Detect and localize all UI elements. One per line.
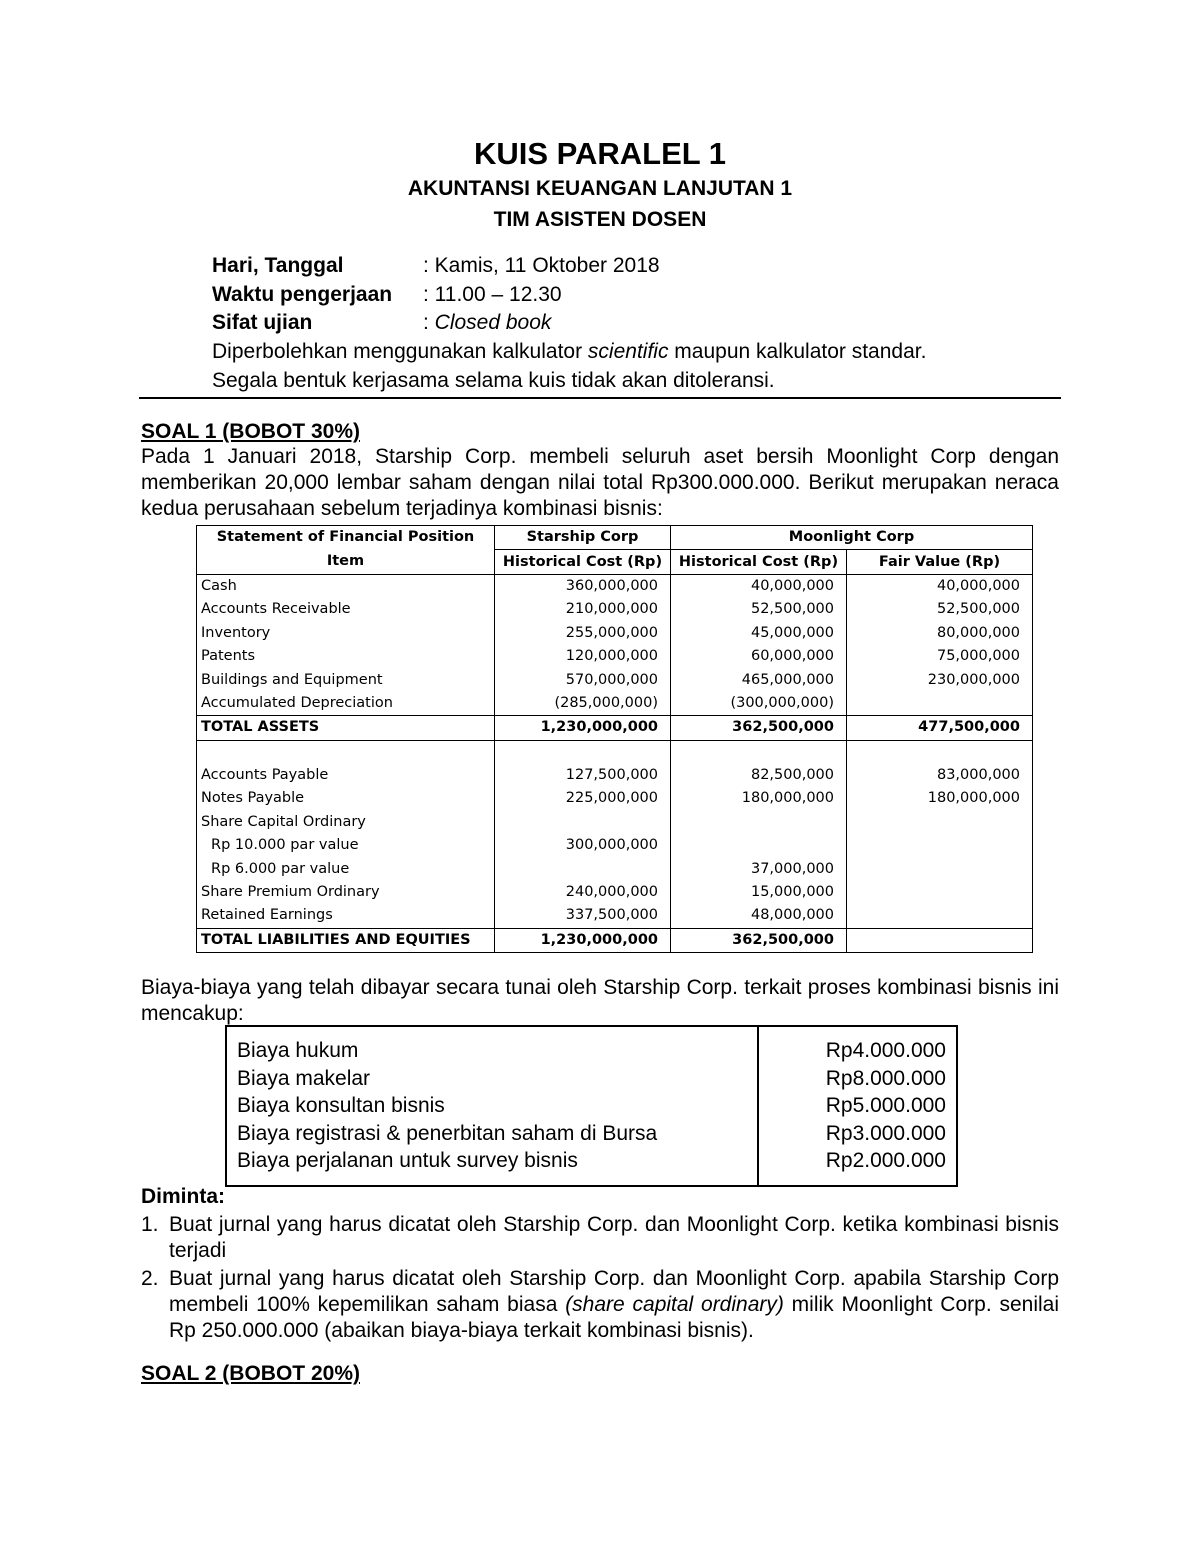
cell-value: 362,500,000 (671, 928, 847, 952)
cell-value (495, 740, 671, 764)
cell-value: 230,000,000 (847, 668, 1033, 691)
table-header-row (197, 526, 1033, 550)
requirements-heading: Diminta: (141, 1185, 225, 1208)
table-row (197, 904, 1033, 928)
cost-amount: Rp2.000.000 (758, 1147, 957, 1186)
cell-value (847, 881, 1033, 904)
row-label (197, 740, 495, 764)
cell-value: 570,000,000 (495, 668, 671, 691)
cell-value: 52,500,000 (671, 598, 847, 621)
table-header-row (197, 550, 1033, 574)
table-row (197, 622, 1033, 645)
cost-amount: Rp5.000.000 (758, 1092, 957, 1120)
cell-value: 225,000,000 (495, 787, 671, 810)
cell-value: 45,000,000 (671, 622, 847, 645)
cell-value: 15,000,000 (671, 881, 847, 904)
table-row (197, 881, 1033, 904)
costs-intro: Biaya-biaya yang telah dibayar secara tunai oleh Starship Corp. terkait proses kombinasi bisnis ini mencakup: (141, 976, 1059, 1025)
divider (139, 397, 1061, 399)
cost-row (226, 1120, 957, 1148)
cell-value: 180,000,000 (671, 787, 847, 810)
table-row (197, 716, 1033, 740)
list-item: 1. Buat jurnal yang harus dicatat oleh Starship Corp. dan Moonlight Corp. ketika kombinasi bisnis terjadi (141, 1213, 1059, 1262)
cell-value (847, 811, 1033, 834)
cell-value (847, 928, 1033, 952)
cost-row (226, 1092, 957, 1120)
header-cell: Statement of Financial Position (197, 526, 495, 550)
row-label: Patents (197, 645, 495, 668)
team-name: TIM ASISTEN DOSEN (493, 208, 707, 231)
table-row (197, 598, 1033, 621)
cell-value: (300,000,000) (671, 692, 847, 716)
row-label: Cash (197, 574, 495, 598)
cell-value: 1,230,000,000 (495, 716, 671, 740)
table-row (197, 574, 1033, 598)
meta-value: : Kamis, 11 Oktober 2018 (423, 254, 660, 277)
cell-value: 40,000,000 (847, 574, 1033, 598)
cell-value: 255,000,000 (495, 622, 671, 645)
cell-value: 48,000,000 (671, 904, 847, 928)
cost-amount: Rp3.000.000 (758, 1120, 957, 1148)
cell-value: 465,000,000 (671, 668, 847, 691)
soal1-intro: Pada 1 Januari 2018, Starship Corp. membeli seluruh aset bersih Moonlight Corp dengan memberikan 20,000 lembar saham dengan nilai total Rp300.000.000. Berikut merupakan neraca kedua perusahaan sebelum terjadinya kombinasi bisnis: (141, 445, 1059, 520)
cell-value: 477,500,000 (847, 716, 1033, 740)
row-label: Inventory (197, 622, 495, 645)
cell-value (847, 857, 1033, 880)
cell-value (671, 834, 847, 857)
soal1-title: SOAL 1 (BOBOT 30%) (141, 420, 360, 443)
table-row (197, 692, 1033, 716)
cost-row (226, 1065, 957, 1093)
row-label: TOTAL ASSETS (197, 716, 495, 740)
course-title: AKUNTANSI KEUANGAN LANJUTAN 1 (407, 177, 793, 200)
cell-value: 52,500,000 (847, 598, 1033, 621)
row-label: Rp 6.000 par value (197, 857, 495, 880)
row-label: Share Premium Ordinary (197, 881, 495, 904)
cell-value: 362,500,000 (671, 716, 847, 740)
cost-amount: Rp4.000.000 (758, 1026, 957, 1065)
row-label: Rp 10.000 par value (197, 834, 495, 857)
header-cell: Historical Cost (Rp) (671, 550, 847, 574)
header-cell: Fair Value (Rp) (847, 550, 1033, 574)
cell-value: 37,000,000 (671, 857, 847, 880)
row-label: Accounts Payable (197, 764, 495, 787)
row-label: TOTAL LIABILITIES AND EQUITIES (197, 928, 495, 952)
cost-label: Biaya registrasi & penerbitan saham di Bursa (226, 1120, 758, 1148)
table-row (197, 928, 1033, 952)
cell-value (847, 834, 1033, 857)
header-cell: Item (197, 550, 495, 574)
row-label: Buildings and Equipment (197, 668, 495, 691)
cell-value: 360,000,000 (495, 574, 671, 598)
cost-label: Biaya konsultan bisnis (226, 1092, 758, 1120)
cell-value: 82,500,000 (671, 764, 847, 787)
cost-amount: Rp8.000.000 (758, 1065, 957, 1093)
calculator-note: Diperbolehkan menggunakan kalkulator scientific maupun kalkulator standar. (212, 340, 927, 363)
cost-label: Biaya perjalanan untuk survey bisnis (226, 1147, 758, 1186)
meta-value: : 11.00 – 12.30 (423, 283, 562, 306)
page-title: KUIS PARALEL 1 (473, 136, 727, 171)
cost-label: Biaya hukum (226, 1026, 758, 1065)
table-row (197, 834, 1033, 857)
meta-label: Waktu pengerjaan (212, 283, 393, 306)
cell-value (847, 740, 1033, 764)
row-label: Retained Earnings (197, 904, 495, 928)
row-label: Share Capital Ordinary (197, 811, 495, 834)
cell-value: (285,000,000) (495, 692, 671, 716)
meta-label: Hari, Tanggal (212, 254, 344, 277)
cell-value: 337,500,000 (495, 904, 671, 928)
cost-row (226, 1147, 957, 1186)
table-row (197, 787, 1033, 810)
header-cell: Starship Corp (495, 526, 671, 550)
meta-value: : Closed book (423, 311, 552, 334)
cell-value: 40,000,000 (671, 574, 847, 598)
cell-value: 180,000,000 (847, 787, 1033, 810)
cell-value: 1,230,000,000 (495, 928, 671, 952)
table-row (197, 811, 1033, 834)
meta-label: Sifat ujian (212, 311, 313, 334)
cell-value: 240,000,000 (495, 881, 671, 904)
cost-row (226, 1026, 957, 1065)
soal2-title: SOAL 2 (BOBOT 20%) (141, 1362, 360, 1385)
cell-value: 120,000,000 (495, 645, 671, 668)
list-item: 2. Buat jurnal yang harus dicatat oleh Starship Corp. dan Moonlight Corp. apabila Starship Corp membeli 100% kepemilikan saham biasa (share capital ordinary) milik Moonlight Corp. senilai Rp 250.000.000 (abaikan biaya-biaya terkait kombinasi bisnis). (141, 1267, 1059, 1342)
cost-label: Biaya makelar (226, 1065, 758, 1093)
costs-table (225, 1025, 958, 1187)
table-row (197, 645, 1033, 668)
cell-value: 60,000,000 (671, 645, 847, 668)
cell-value: 83,000,000 (847, 764, 1033, 787)
requirements-list (141, 1212, 1059, 1346)
cell-value: 300,000,000 (495, 834, 671, 857)
table-row (197, 857, 1033, 880)
cell-value: 80,000,000 (847, 622, 1033, 645)
cell-value: 75,000,000 (847, 645, 1033, 668)
table-row (197, 740, 1033, 764)
cell-value (671, 740, 847, 764)
cell-value (495, 857, 671, 880)
cell-value: 127,500,000 (495, 764, 671, 787)
financial-position-table (196, 525, 1033, 953)
cell-value (671, 811, 847, 834)
row-label: Accumulated Depreciation (197, 692, 495, 716)
cell-value: 210,000,000 (495, 598, 671, 621)
row-label: Accounts Receivable (197, 598, 495, 621)
cooperation-note: Segala bentuk kerjasama selama kuis tidak akan ditoleransi. (212, 369, 775, 392)
cell-value (847, 904, 1033, 928)
cell-value (495, 811, 671, 834)
table-row (197, 764, 1033, 787)
cell-value (847, 692, 1033, 716)
header-cell: Historical Cost (Rp) (495, 550, 671, 574)
header-cell: Moonlight Corp (671, 526, 1033, 550)
row-label: Notes Payable (197, 787, 495, 810)
table-row (197, 668, 1033, 691)
